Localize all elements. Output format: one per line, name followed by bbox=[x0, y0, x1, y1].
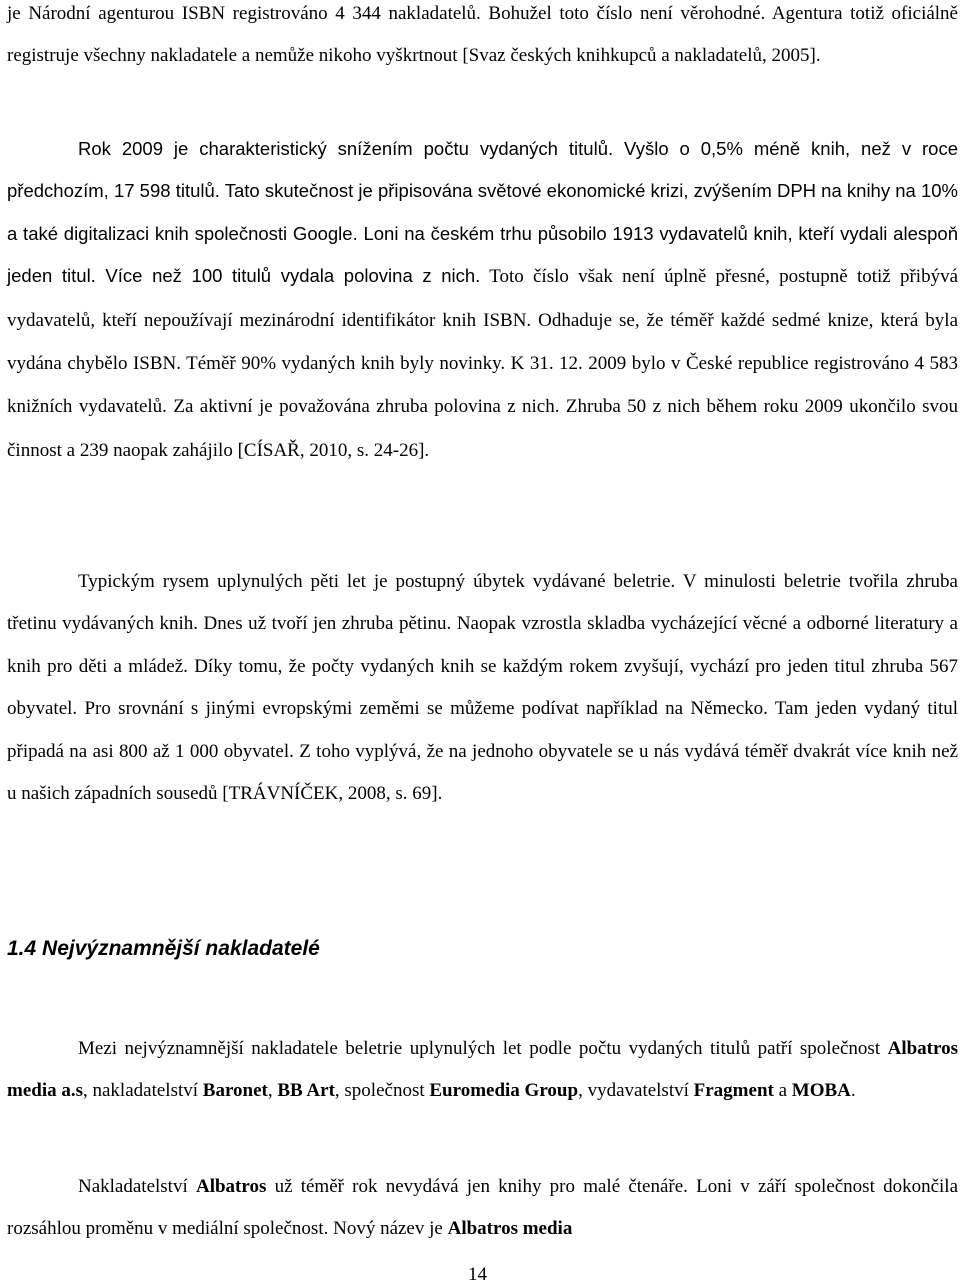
publisher-name: Euromedia Group bbox=[429, 1080, 579, 1102]
paragraph-isbn-registry: je Národní agenturou ISBN registrováno 4 344 nakladatelů. Bohužel toto číslo není věrohodné. Agentura totiž oficiálně registruje všechny nakladatele a nemůže nikoho vyškrtnout [Svaz českých knihkupců a nakladatelů, 2005]. bbox=[7, 3, 958, 67]
text-span: , vydavatelství bbox=[578, 1080, 694, 1102]
text-span: , bbox=[267, 1080, 278, 1102]
page-number: 14 bbox=[468, 1264, 487, 1285]
publisher-name: Albatros media bbox=[447, 1218, 573, 1240]
publisher-name: MOBA bbox=[791, 1080, 851, 1102]
text-span: Nakladatelství bbox=[78, 1176, 196, 1197]
publisher-name: Albatros media a.s bbox=[7, 1038, 958, 1102]
publisher-name: Baronet bbox=[202, 1080, 268, 1102]
paragraph-fiction-decline: Typickým rysem uplynulých pěti let je postupný úbytek vydávané beletrie. V minulosti beletrie tvořila zhruba třetinu vydávaných knih. Dnes už tvoří jen zhruba pětinu. Naopak vzrostla skladba vycházející věcné a odborné literatury a knih pro děti a mládež. Díky tomu, že počty vydaných knih se každým rokem zvyšují, vychází pro jeden titul zhruba 567 obyvatel. Pro srovnání s jinými evropskými zeměmi se můžeme podívat například na Německo. Tam jeden vydaný titul připadá na asi 800 až 1 000 obyvatel. Z toho vyplývá, že na jednoho obyvatele se u nás vydává téměř dvakrát více knih než u našich západních sousedů [TRÁVNÍČEK, 2008, s. 69]. bbox=[7, 571, 958, 805]
text-span: Mezi nejvýznamnější nakladatele beletrie uplynulých let podle počtu vydaných titulů patří společnost bbox=[78, 1038, 888, 1059]
section-heading: 1.4 Nejvýznamnější nakladatelé bbox=[7, 937, 320, 960]
paragraph-albatros bbox=[7, 1166, 958, 1251]
publisher-name: BB Art bbox=[277, 1080, 335, 1102]
publisher-name: Albatros bbox=[195, 1176, 267, 1197]
text-span: . bbox=[850, 1080, 856, 1102]
text-span: , nakladatelství bbox=[83, 1080, 203, 1102]
text-span: už téměř rok nevydává jen knihy pro malé čtenáře. Loni v září společnost dokončila rozsáhlou proměnu v mediální společnost. Nový název je bbox=[7, 1176, 958, 1240]
paragraph-major-publishers bbox=[7, 1028, 958, 1113]
text-span: , společnost bbox=[334, 1080, 430, 1102]
publisher-name: Fragment bbox=[693, 1080, 774, 1102]
text-span: a bbox=[773, 1080, 792, 1102]
paragraph-year-2009-part2: Toto číslo však není úplně přesné, postupně totiž přibývá vydavatelů, kteří nepoužívají mezinárodní identifikátor knih ISBN. Odhaduje se, že téměř každé sedmé knize, která byla vydána chybělo ISBN. Téměř 90% vydaných knih byly novinky. K 31. 12. 2009 bylo v České republice registrováno 4 583 knižních vydavatelů. Za aktivní je považována zhruba polovina z nich. Zhruba 50 z nich během roku 2009 ukončilo svou činnost a 239 naopak zahájilo [CÍSAŘ, 2010, s. 24-26]. bbox=[7, 266, 959, 461]
paragraph-year-2009 bbox=[7, 128, 958, 472]
paragraph-year-2009-part1: Rok 2009 je charakteristický snížením počtu vydaných titulů. Vyšlo o 0,5% méně knih, než v roce předchozím, 17 598 titulů. Tato skutečnost je připisována světové ekonomické krizi, zvýšením DPH na knihy na 10% a také digitalizaci knih společnosti Google. Loni na českém trhu působilo 1913 vydavatelů knih, kteří vydali alespoň jeden titul. Více než 100 titulů vydala polovina z nich. bbox=[7, 138, 958, 287]
